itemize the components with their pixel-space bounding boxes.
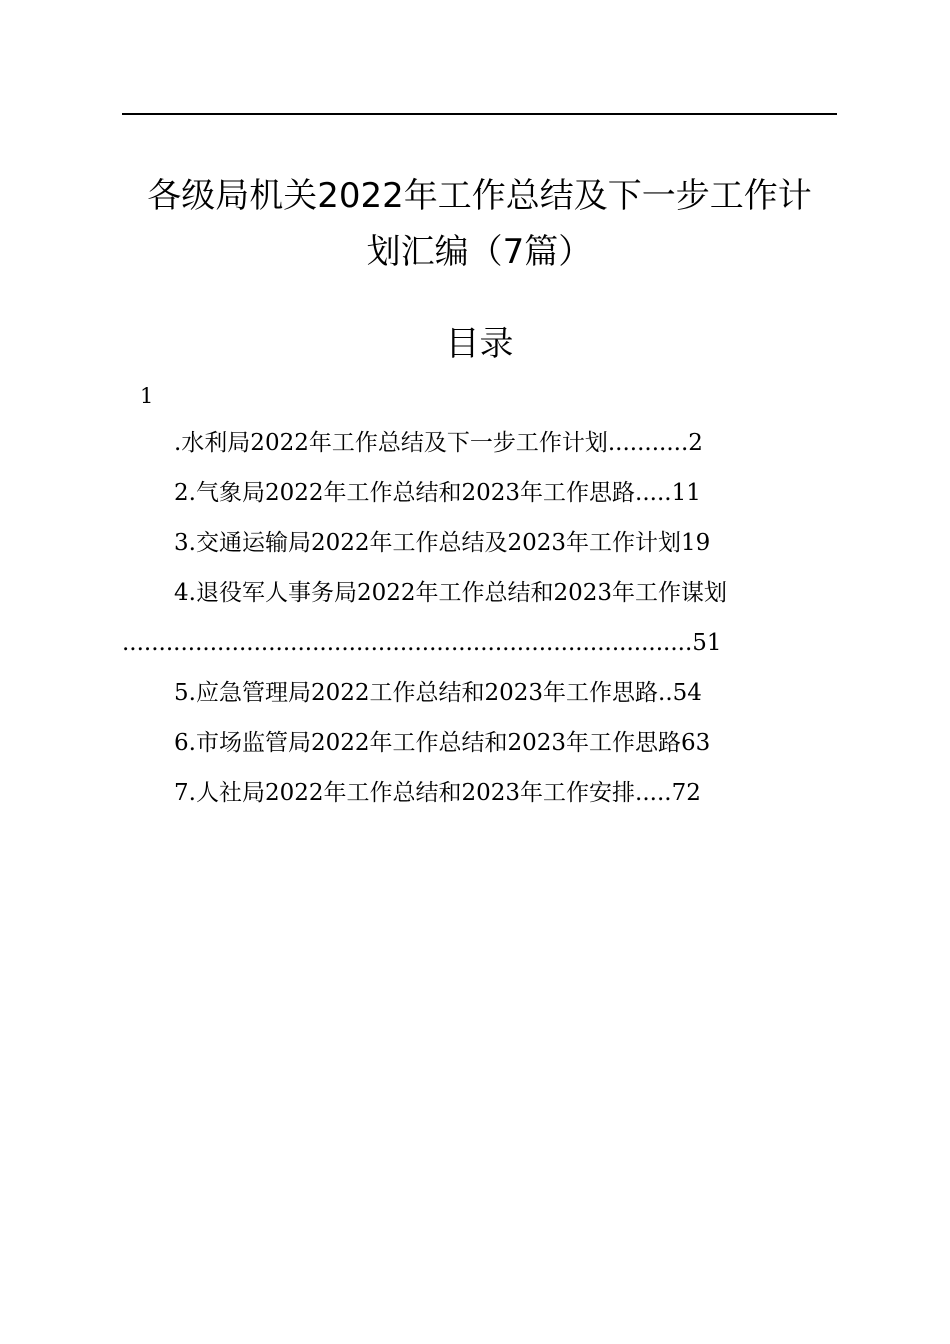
toc-entry-4[interactable] — [122, 568, 842, 618]
toc-entry-6[interactable] — [122, 718, 842, 768]
toc-entry-title: 5.应急管理局2022工作总结和2023年工作思路 — [174, 680, 659, 706]
toc-entry-leader: .............................................................................. — [122, 630, 693, 656]
toc-entry-leader: ..... — [635, 780, 672, 806]
toc-entry-leader: ........... — [607, 430, 689, 456]
toc-entry-leader: .. — [658, 680, 673, 706]
toc-entry-2[interactable] — [122, 468, 842, 518]
toc-entry-title: .水利局2022年工作总结及下一步工作计划 — [174, 430, 608, 456]
toc-entry-page: 63 — [681, 730, 711, 756]
toc-entry-title: 4.退役军人事务局2022年工作总结和2023年工作谋划 — [174, 580, 728, 606]
document-title — [122, 168, 837, 280]
toc-entry-page: 54 — [672, 680, 702, 706]
header-rule — [122, 113, 837, 115]
title-line-2: 划汇编（7篇） — [366, 232, 593, 272]
toc-entry-title: 2.气象局2022年工作总结和2023年工作思路 — [174, 480, 636, 506]
toc-entry-page: 51 — [692, 630, 722, 656]
table-of-contents — [122, 418, 842, 818]
toc-heading: 目录 — [445, 324, 514, 364]
toc-entry-title: 7.人社局2022年工作总结和2023年工作安排 — [174, 780, 636, 806]
toc-entry-page: 72 — [671, 780, 701, 806]
toc-entry-5[interactable] — [122, 668, 842, 718]
toc-entry-page: 19 — [681, 530, 711, 556]
toc-entry-page: 2 — [688, 430, 703, 456]
toc-entry-title: 3.交通运输局2022年工作总结及2023年工作计划 — [174, 530, 682, 556]
toc-entry-3[interactable] — [122, 518, 842, 568]
toc-entry-1[interactable] — [122, 418, 842, 468]
title-line-1: 各级局机关2022年工作总结及下一步工作计 — [147, 176, 812, 216]
toc-entry-leader: ..... — [635, 480, 672, 506]
toc-entry-title: 6.市场监管局2022年工作总结和2023年工作思路 — [174, 730, 682, 756]
page-marker: 1 — [140, 384, 154, 408]
toc-entry-page: 11 — [671, 480, 701, 506]
toc-entry-4-continuation[interactable] — [122, 618, 842, 668]
toc-entry-7[interactable] — [122, 768, 842, 818]
